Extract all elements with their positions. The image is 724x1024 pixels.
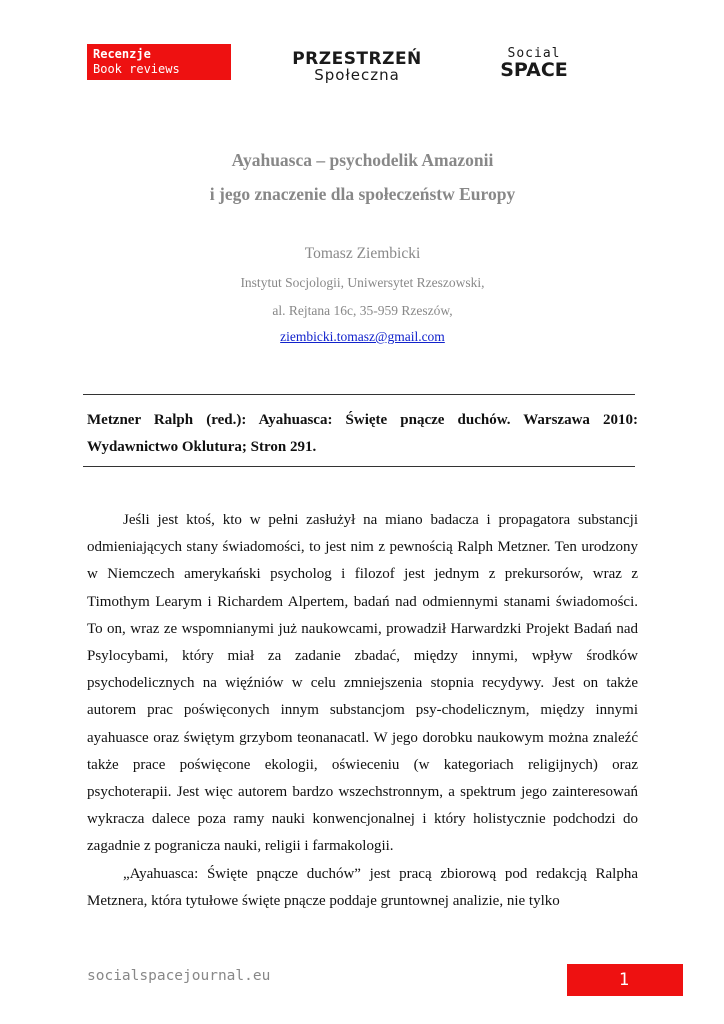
page-number: 1	[618, 970, 630, 990]
section-badge	[87, 44, 231, 80]
logo-ss-line1: Social	[507, 46, 561, 61]
logo-ps-line1: PRZESTRZEŃ	[292, 49, 422, 69]
body-paragraph-2: „Ayahuasca: Święte pnącze duchów” jest pracą zbiorową pod redakcją Ralpha Metznera, która tytułowe święte pnącze poddaje gruntownej analizie, nie tylko	[87, 865, 638, 909]
article-title-line2: i jego znaczenie dla społeczeństw Europy	[209, 184, 516, 204]
author-email-link[interactable]: ziembicki.tomasz@gmail.com	[280, 329, 445, 344]
footer-url: socialspacejournal.eu	[87, 968, 271, 984]
divider-top	[83, 394, 635, 395]
logo-ss-line2: SPACE	[500, 59, 568, 81]
social-space-logo	[488, 47, 580, 79]
badge-label-pl: Recenzje	[93, 47, 151, 61]
author-address: al. Rejtana 16c, 35-959 Rzeszów,	[272, 303, 453, 318]
przestrzen-spoleczna-logo	[278, 51, 436, 82]
author-affiliation: Instytut Socjologii, Uniwersytet Rzeszowski,	[240, 275, 485, 290]
divider-bottom	[83, 466, 635, 467]
book-reference: Metzner Ralph (red.): Ayahuasca: Święte pnącze duchów. Warszawa 2010: Wydawnictwo Oklutura; Stron 291.	[87, 412, 638, 455]
article-body	[87, 507, 638, 915]
body-paragraph-1: Jeśli jest ktoś, kto w pełni zasłużył na miano badacza i propagatora substancji odmieniających stany świadomości, to jest nim z pewnością Ralph Metzner. Ten urodzony w Niemczech amerykański psycholog i filozof jest jednym z prekursorów, wraz z Timothym Learym i Richardem Alpertem, badań nad odmiennymi stanami świadomości. To on, wraz ze wspomnianymi już naukowcami, prowadził Harwardzki Projekt Badań nad Psylocybami, który miał za zadanie zbadać, między innymi, wpływ środków psychodelicznych na więźniów w celu zmniejszenia stopnia recydywy. Jest on także autorem prac poświęconych innym substancjom psy-chodelicznym, między innymi ayahuasce oraz świętym grzybom teonanacatl. W jego dorobku naukowym można znaleźć także prace poświęcone ekologii, oświeceniu (w kategoriach religijnych) oraz psychoterapii. Jest więc autorem bardzo wszechstronnym, a spektrum jego zainteresowań wykracza dalece poza ramy nauki konwencjonalnej i który holistycznie podchodzi do zagadnie z pogranicza nauki, religii i farmakologii.	[87, 512, 638, 855]
logo-ps-line2: Społeczna	[314, 66, 400, 84]
badge-label-en: Book reviews	[93, 62, 180, 76]
article-title-line1: Ayahuasca – psychodelik Amazonii	[231, 150, 494, 170]
author-email-wrap	[87, 329, 638, 345]
author-name: Tomasz Ziembicki	[304, 245, 421, 262]
